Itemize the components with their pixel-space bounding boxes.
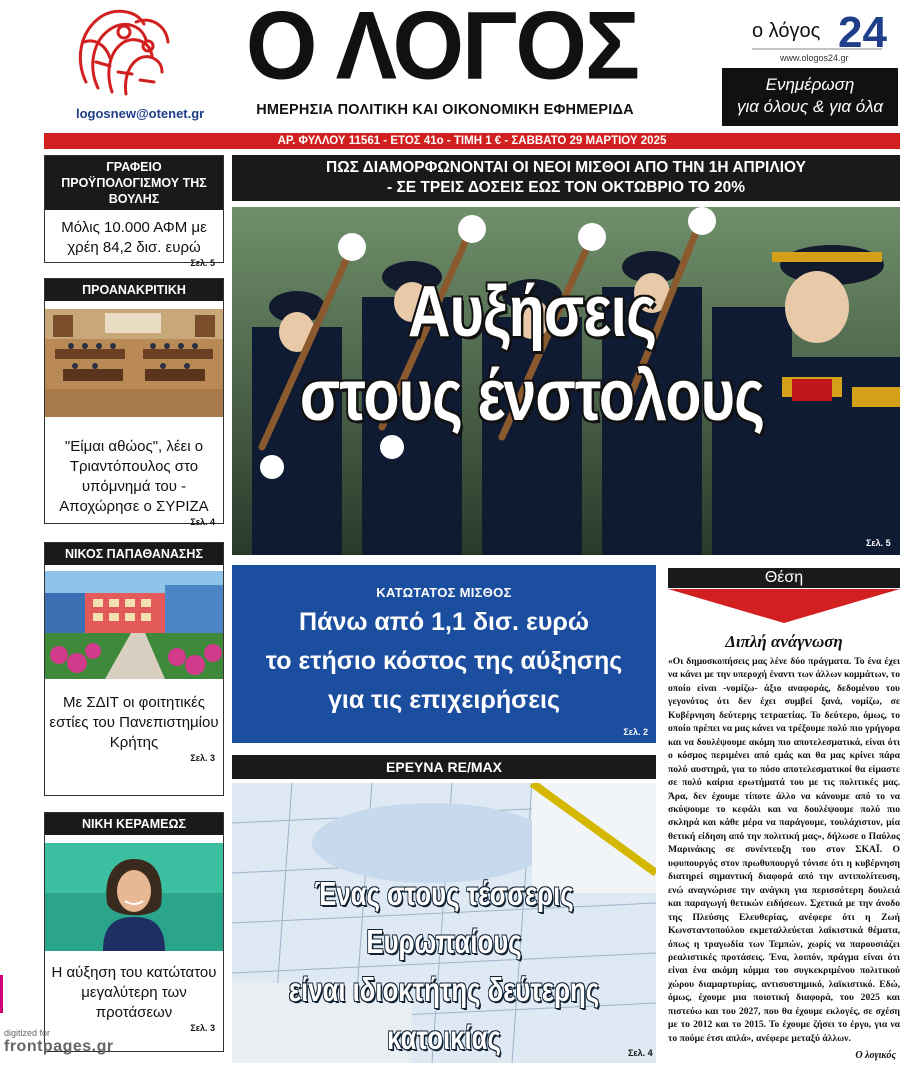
minimum-wage-story[interactable] xyxy=(232,565,656,743)
lead-headline-line1: Αυξήσεις xyxy=(407,272,657,352)
masthead-subtitle: ΗΜΕΡΗΣΙΑ ΠΟΛΙΤΙΚΗ ΚΑΙ ΟΙΚΟΝΟΜΙΚΗ ΕΦΗΜΕΡΙΔΑ xyxy=(256,102,634,118)
opinion-title[interactable]: Διπλή ανάγνωση xyxy=(725,632,843,651)
minister-portrait-photo xyxy=(45,843,223,951)
left-story-text: "Είμαι αθώος", λέει ο Τριαντόπουλος στο υπόμνημά του - Αποχώρησε ο ΣΥΡΙΖΑ xyxy=(59,438,209,515)
issue-info-bar: ΑΡ. ΦΥΛΛΟΥ 11561 - ΕΤΟΣ 41ο - ΤΙΜΗ 1 € - ΣΑΒΒΑΤΟ 29 ΜΑΡΤΙΟΥ 2025 xyxy=(44,133,900,149)
lead-headline[interactable] xyxy=(286,270,778,438)
tagline-box xyxy=(722,68,898,126)
logo24-underline-icon xyxy=(752,46,882,52)
top-banner-line2: - ΣΕ ΤΡΕΙΣ ΔΟΣΕΙΣ ΕΩΣ ΤΟΝ ΟΚΤΩΒΡΙΟ ΤΟ 20% xyxy=(387,179,745,196)
left-story-minimum-wage[interactable] xyxy=(44,812,224,1052)
left-story-heading: ΓΡΑΦΕΙΟ ΠΡΟΫΠΟΛΟΓΙΣΜΟΥ ΤΗΣ ΒΟΥΛΗΣ xyxy=(45,156,223,210)
page-reference: Σελ. 3 xyxy=(190,1023,215,1033)
top-banner-line1: ΠΩΣ ΔΙΑΜΟΡΦΩΝΟΝΤΑΙ ΟΙ ΝΕΟΙ ΜΙΣΘΟΙ ΑΠΟ ΤΗΝ 1Η ΑΠΡΙΛΙΟΥ xyxy=(326,159,806,176)
left-story-heading: ΝΙΚΗ ΚΕΡΑΜΕΩΣ xyxy=(45,813,223,835)
remax-headline[interactable] xyxy=(279,870,610,1062)
left-story-budget-office[interactable] xyxy=(44,155,224,268)
watermark xyxy=(4,1028,114,1056)
edge-marker xyxy=(0,975,3,1013)
tagline-line2: για όλους & για όλα xyxy=(736,97,884,116)
university-campus-photo xyxy=(45,571,223,679)
blue-headline-line2: το ετήσιο κόστος της αύξησης xyxy=(265,647,623,675)
page-reference: Σελ. 5 xyxy=(866,538,891,548)
logo24-name: ο λόγος xyxy=(752,20,821,42)
left-story-student-housing[interactable] xyxy=(44,542,224,796)
lead-headline-line2: στους ένστολους xyxy=(299,356,765,436)
opinion-signature: Ο λογικός xyxy=(855,1050,896,1061)
left-story-heading: ΠΡΟΑΝΑΚΡΙΤΙΚΗ xyxy=(45,279,223,301)
top-story-banner[interactable] xyxy=(232,155,900,201)
page-reference: Σελ. 2 xyxy=(623,727,648,737)
tagline-line1: Ενημέρωση xyxy=(765,75,855,94)
blue-headline-line1: Πάνω από 1,1 δισ. ευρώ xyxy=(299,608,589,636)
left-story-inquiry[interactable] xyxy=(44,278,224,527)
red-chevron-icon xyxy=(668,589,900,623)
remax-banner[interactable]: ΕΡΕΥΝΑ RE/MAX xyxy=(232,755,656,779)
watermark-line2: frontpages.gr xyxy=(4,1038,114,1055)
parliament-committee-photo xyxy=(45,309,223,417)
newspaper-logo-icon xyxy=(66,2,178,98)
page-reference: Σελ. 4 xyxy=(628,1048,653,1058)
watermark-line1: digitized for xyxy=(4,1028,51,1038)
opinion-body: «Οι δημοσκοπήσεις μας λένε δύο πράγματα. Το ένα έχει να κάνει με την υπεροχή έναντι των άλλων κομμάτων, το οποίο είναι -νομίζω- άξιο αναφοράς, δεδομένου του γεγονότος ότι δεν έχει συμβεί ξανά, νομίζω, σε Κυβέρνηση δεύτερης τετραετίας. Το δεύτερο, όμως, το οποίο πρέπει να μας κάνει να τρέξουμε πολύ πιο γρήγορα και να δουλέψουμε ακόμη πιο αποτελεσματικά, είναι ότι ο κόσμος περιμένει από εμάς και θα μας κρίνει πάρα πολύ αυστηρά, για το πόσο αποτελεσματικοί θα είμαστε σε πολύ καίρια ερωτήματά του με τις πολιτικές μας. Άρα, δεν έχουμε τίποτε άλλο να κάνουμε από το να σκύψουμε το κεφάλι και να δουλέψουμε πολύ πιο σκληρά και κάθε μέρα να παράγουμε, τουλάχιστον, μία θετική είδηση από την πολιτική μας», δήλωσε ο Παύλος Μαρινάκης σε συνέντευξη του στον ΣΚΑΪ. Ο υφυπουργός στον πρωθυπουργό τόνισε ότι η κυβέρνηση διατηρεί σημαντική διαφορά από την αντιπολίτευση, ενώ αναγνώρισε την ανάγκη για περισσότερη δουλειά και παραγωγή θετικών ειδήσεων. Σχετικά με την άνοδο της Πλεύσης Ελευθερίας, ανέφερε ότι η Ζωή Κωνσταντοπούλου εκμεταλλεύεται λαϊκιστικά θέματα, όπως η τραγωδία των Τεμπών, χωρίς να παρουσιάζει ρεαλιστικές προτάσεις. Ένα, λοιπόν, πράγμα είναι ότι είναι ένα ακόμη κόμμα του συγκεκριμένου πολιτικού χώρου διαμαρτυρίας, αντισυστημικό, λαϊκιστικό. Εδώ, όμως, έχουμε μια ποιοτική διαφορά, του 2025 και πιστεύω και του 2027, που θα έχουμε εκλογές, σε σχέση με το 2012 και το 2015. Το έχουμε ζήσει το έργο, για να το πούμε έτσι απλά», ανέφερε μεταξύ άλλων. xyxy=(668,656,900,1044)
logo24-number: 24 xyxy=(838,8,887,57)
remax-headline-line2: είναι ιδιοκτήτης δεύτερης κατοικίας xyxy=(288,971,600,1056)
left-story-heading: ΝΙΚΟΣ ΠΑΠΑΘΑΝΑΣΗΣ xyxy=(45,543,223,565)
left-story-text: Με ΣΔΙΤ οι φοιτητικές εστίες του Πανεπιστημίου Κρήτης xyxy=(49,694,219,751)
remax-headline-line1: Ένας στους τέσσερις Ευρωπαίους xyxy=(314,875,574,960)
email-address[interactable]: logosnew@otenet.gr xyxy=(76,106,205,121)
page-reference: Σελ. 4 xyxy=(190,517,215,527)
blue-headline-line3: για τις επιχειρήσεις xyxy=(327,686,561,714)
page-reference: Σελ. 3 xyxy=(190,753,215,763)
page-reference: Σελ. 5 xyxy=(190,258,215,268)
logo24-url[interactable]: www.ologos24.gr xyxy=(780,53,849,63)
blue-kicker: ΚΑΤΩΤΑΤΟΣ ΜΙΣΘΟΣ xyxy=(376,585,512,600)
left-story-text: Η αύξηση του κατώτατου μεγαλύτερη των προτάσεων xyxy=(51,964,217,1021)
masthead-title: Ο ΛΟΓΟΣ xyxy=(245,0,639,100)
opinion-section-label: Θέση xyxy=(668,568,900,588)
left-story-text: Μόλις 10.000 ΑΦΜ με χρέη 84,2 δισ. ευρώ xyxy=(61,219,207,256)
